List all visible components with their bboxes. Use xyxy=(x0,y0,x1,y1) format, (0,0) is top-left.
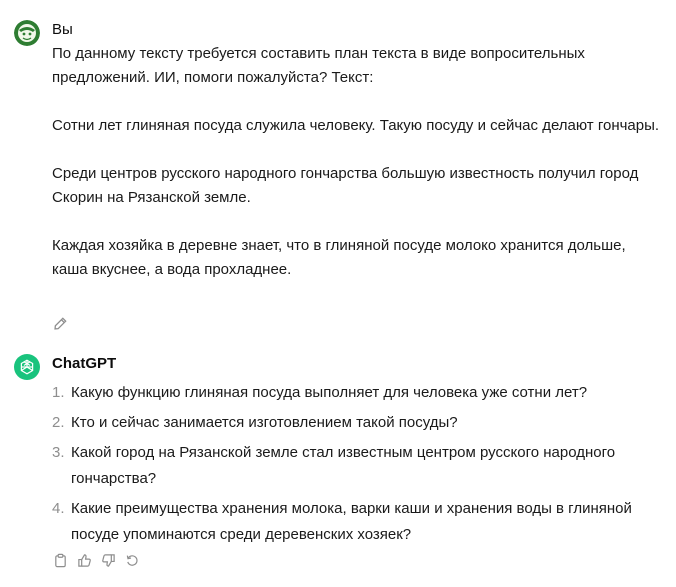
list-item xyxy=(52,380,664,406)
regenerate-icon xyxy=(125,553,140,568)
assistant-avatar xyxy=(14,354,40,380)
user-actions xyxy=(52,315,68,331)
user-paragraph: По данному тексту требуется составить план текста в виде вопросительных предложений. ИИ, помоги пожалуйста? Текст: xyxy=(52,45,585,86)
list-item-number: 4. xyxy=(52,500,65,517)
list-item xyxy=(52,410,664,436)
assistant-actions xyxy=(52,552,140,568)
list-item-text: Кто и сейчас занимается изготовлением такой посуды? xyxy=(71,414,458,431)
list-item-number: 1. xyxy=(52,384,65,401)
user-paragraph: Сотни лет глиняная посуда служила человеку. Такую посуду и сейчас делают гончары. xyxy=(52,117,660,134)
assistant-message-text xyxy=(52,380,664,552)
edit-message-button[interactable] xyxy=(52,315,68,331)
list-item-text: Какую функцию глиняная посуда выполняет для человека уже сотни лет? xyxy=(71,384,588,401)
user-avatar xyxy=(14,20,40,46)
list-item-text: Какие преимущества хранения молока, варки каши и хранения воды в глиняной посуде упоминаются среди деревенских хозяек? xyxy=(71,500,632,543)
list-item xyxy=(52,440,664,492)
thumbs-up-icon xyxy=(77,553,92,568)
user-paragraph: Каждая хозяйка в деревне знает, что в глиняной посуде молоко хранится дольше, каша вкуснее, а вода прохладнее. xyxy=(52,237,626,278)
list-item-number: 2. xyxy=(52,414,65,431)
copy-button[interactable] xyxy=(52,552,68,568)
openai-logo-icon xyxy=(18,358,36,376)
answer-list xyxy=(52,380,664,548)
user-author-name: Вы xyxy=(52,21,73,38)
user-paragraph: Среди центров русского народного гончарства большую известность получил город Скорин на Рязанской земле. xyxy=(52,165,639,206)
thumbs-down-button[interactable] xyxy=(100,552,116,568)
list-item-text: Какой город на Рязанской земле стал известным центром русского народного гончарства? xyxy=(71,444,616,487)
clipboard-icon xyxy=(53,553,68,568)
list-item-number: 3. xyxy=(52,444,65,461)
assistant-author-name: ChatGPT xyxy=(52,355,117,372)
thumbs-up-button[interactable] xyxy=(76,552,92,568)
list-item xyxy=(52,496,664,548)
pencil-icon xyxy=(53,316,68,331)
regenerate-button[interactable] xyxy=(124,552,140,568)
thumbs-down-icon xyxy=(101,553,116,568)
user-avatar-icon xyxy=(14,20,40,46)
user-message-text xyxy=(52,42,664,282)
